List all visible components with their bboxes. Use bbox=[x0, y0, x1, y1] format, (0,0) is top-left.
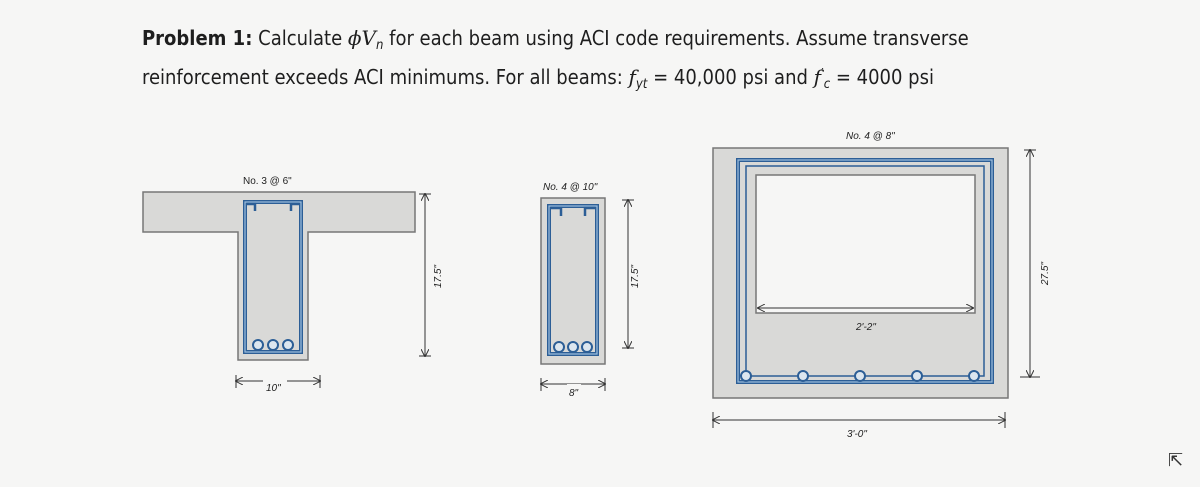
t-beam-bar-3 bbox=[283, 340, 293, 350]
rect-beam-bar-2 bbox=[568, 342, 578, 352]
rect-beam-width-label: 8" bbox=[569, 388, 579, 399]
box-beam-bar-2 bbox=[798, 371, 808, 381]
cursor-icon: ⇱ bbox=[1168, 450, 1184, 471]
box-beam-bar-1 bbox=[741, 371, 751, 381]
box-beam-stirrup-label: No. 4 @ 8" bbox=[846, 131, 895, 142]
problem-text-2: reinforcement exceeds ACI minimums. For all beams: bbox=[142, 65, 629, 89]
rect-beam bbox=[541, 182, 641, 399]
box-beam-inner-width-label: 2'-2" bbox=[856, 322, 876, 333]
box-beam-height-label: 27.5" bbox=[1040, 261, 1051, 285]
box-beam-bar-3 bbox=[855, 371, 865, 381]
fyt-value: = 40,000 psi and bbox=[647, 65, 814, 89]
box-beam-section bbox=[713, 148, 1008, 398]
t-beam-section bbox=[143, 192, 415, 360]
t-beam-width-label: 10" bbox=[266, 383, 281, 394]
f-symbol: f bbox=[628, 65, 636, 89]
problem-text-1b: for each beam using ACI code requirements. Assume transverse bbox=[383, 26, 969, 50]
box-beam bbox=[713, 131, 1051, 440]
problem-text-1: Calculate bbox=[258, 26, 348, 50]
v-symbol: V bbox=[361, 26, 376, 50]
rect-beam-bar-1 bbox=[554, 342, 564, 352]
rect-beam-bar-3 bbox=[582, 342, 592, 352]
box-beam-bar-4 bbox=[912, 371, 922, 381]
problem-label: Problem 1: bbox=[142, 26, 253, 50]
c-subscript: c bbox=[823, 77, 831, 92]
t-beam-bar-2 bbox=[268, 340, 278, 350]
t-beam-bar-1 bbox=[253, 340, 263, 350]
box-beam-outer-width-label: 3'-0" bbox=[847, 429, 867, 440]
n-subscript: n bbox=[375, 38, 384, 53]
fc-prime: ′ bbox=[821, 67, 824, 82]
phi-symbol: ϕ bbox=[347, 26, 362, 50]
t-beam-stirrup-label: No. 3 @ 6" bbox=[243, 176, 292, 187]
rect-beam-height-label: 17.5" bbox=[630, 264, 641, 288]
fc-symbol: f bbox=[813, 65, 822, 89]
box-beam-bar-5 bbox=[969, 371, 979, 381]
t-beam bbox=[143, 176, 444, 394]
t-beam-height-label: 17.5" bbox=[433, 264, 444, 288]
rect-beam-stirrup-label: No. 4 @ 10" bbox=[543, 182, 598, 193]
yt-subscript: yt bbox=[635, 77, 648, 92]
fc-value: = 4000 psi bbox=[830, 65, 934, 89]
